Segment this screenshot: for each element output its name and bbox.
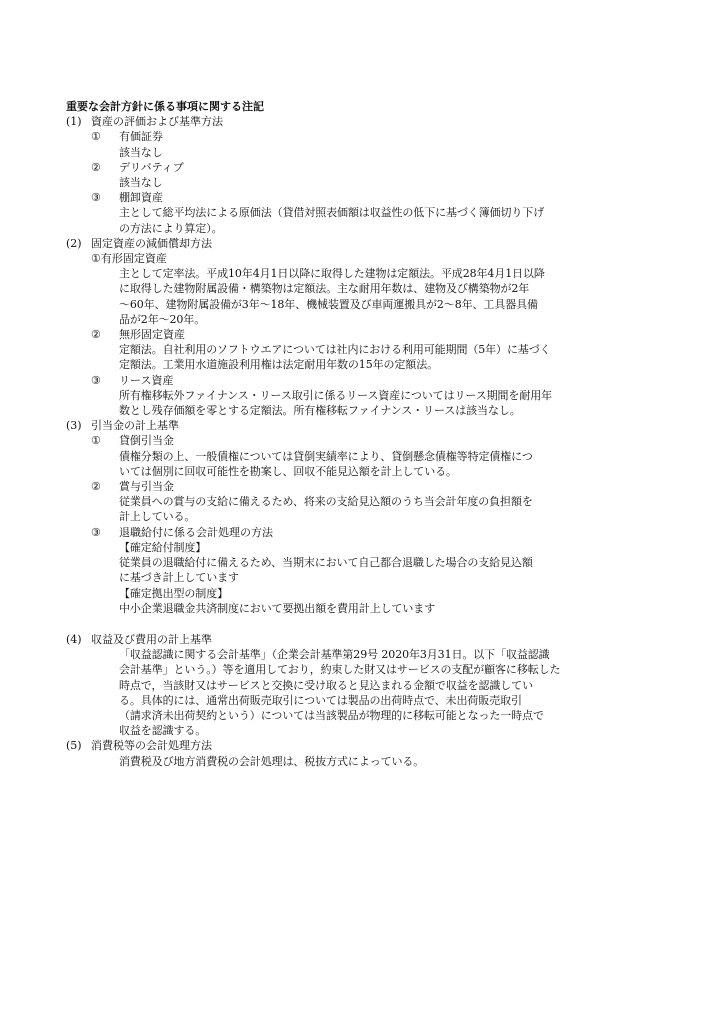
item-body [66,205,606,235]
section-title: 固定資産の減価償却方法 [91,236,212,250]
document-title: 重要な会計方針に係る事項に関する注記 [66,100,264,113]
section-number: (3) [66,419,82,433]
body-line: に基づき計上しています [119,571,239,585]
item-title: 棚卸資産 [119,191,163,205]
section-body [66,754,606,769]
body-line: 収益を認識する。 [119,724,207,738]
item-number: ② [91,328,101,342]
body-line: 「収益認識に関する会計基準」（企業会計基準第29号 2020年3月31日。以下「収益認識 [119,648,550,662]
body-line: いては個別に回収可能性を勘案し、回収不能見込額を計上している。 [119,464,457,478]
section-heading [66,632,606,647]
section-heading [66,236,606,251]
item-title: 退職給付に係る会計処理の方法 [119,525,273,539]
section-heading [66,738,606,753]
item-number: ③ [91,191,101,205]
section-title: 引当金の計上基準 [91,419,179,433]
item-heading [66,160,606,175]
body-line: 品が2年～20年。 [119,312,206,326]
item-body [66,175,606,190]
item-number: ② [91,480,101,494]
item-body [66,494,606,524]
section-heading [66,418,606,433]
section-number: (1) [66,115,82,129]
item-title: 賞与引当金 [119,480,174,494]
body-line: 会計基準」という。）等を適用しており，約束した財又はサービスの支配が顧客に移転した [119,663,561,677]
item-heading [66,373,606,388]
section-depreciation [66,236,606,418]
section-title: 資産の評価および基準方法 [91,115,223,129]
body-line: 所有権移転外ファイナンス・リース取引に係るリース資産についてはリース期間を耐用年 [119,388,553,402]
body-line: 主として定率法。平成10年4月1日以降に取得した建物は定額法。平成28年4月1日以降 [119,267,545,281]
section-consumption-tax [66,738,606,768]
body-line: （請求済未出荷契約という）については当該製品が物理的に移転可能となった一時点で [119,708,544,722]
body-line: 該当なし [119,176,163,190]
item-number: ① [91,434,101,448]
item-body [66,266,606,327]
item-heading [66,129,606,144]
section-number: (5) [66,739,82,753]
section-asset-valuation [66,114,606,236]
item-heading [66,327,606,342]
section-allowances [66,418,606,616]
body-line: 【確定拠出型の制度】 [119,586,228,600]
item-title: 有価証券 [119,130,163,144]
section-number: (4) [66,632,82,646]
item-heading [66,479,606,494]
item-heading [66,190,606,205]
section-revenue-recognition [66,632,606,738]
item-body [66,540,606,616]
item-heading [66,251,606,266]
body-line: 該当なし [119,145,163,159]
body-line: 債権分類の上、一般債権については貸倒実績率により、貸倒懸念債権等特定債権につ [119,449,533,463]
body-line: 消費税及び地方消費税の会計処理は、税抜方式によっている。 [119,754,425,768]
body-line: 定額法。工業用水道施設利用権は法定耐用年数の15年の定額法。 [119,358,438,372]
body-line: 時点で，当該財又はサービスと交換に受け取ると見込まれる金額で収益を認識してい [119,678,533,692]
item-title: デリバティブ [119,160,184,174]
item-title: 無形固定資産 [119,328,185,342]
body-line: る。具体的には、通常出荷販売取引については製品の出荷時点で、未出荷販売取引 [119,693,522,707]
item-title: 有形固定資産 [100,252,167,266]
item-body [66,388,606,418]
body-line: 定額法。自社利用のソフトウエアについては社内における利用可能期間（5年）に基づく [119,343,551,357]
item-number: ② [91,160,101,174]
item-body [66,342,606,372]
item-title: リース資産 [119,373,174,387]
item-number: ③ [91,525,101,539]
body-line: 従業員への賞与の支給に備えるため、将来の支給見込額のうち当会計年度の負担額を [119,495,533,509]
body-line: 従業員の退職給付に備えるため、当期末において自己都合退職した場合の支給見込額 [119,556,533,570]
body-line: 計上している。 [119,510,196,524]
item-number: ① [91,252,101,266]
body-line: 中小企業退職金共済制度において要拠出額を費用計上しています [119,601,436,615]
notes-document [66,99,606,769]
item-heading [66,525,606,540]
body-line: に取得した建物附属設備・構築物は定額法。主な耐用年数は、建物及び構築物が2年 [119,282,530,296]
section-title: 収益及び費用の計上基準 [91,632,212,646]
body-line: の方法により算定）。 [119,221,223,235]
section-heading [66,114,606,129]
section-spacer [66,616,606,632]
item-heading [66,433,606,448]
item-number: ③ [91,373,101,387]
body-line: ～60年、建物附属設備が3年～18年、機械装置及び車両運搬具が2～8年、工具器具備 [119,297,538,311]
item-body [66,145,606,160]
body-line: 主として総平均法による原価法（貸借対照表価額は収益性の低下に基づく簿価切り下げ [119,206,545,220]
item-body [66,449,606,479]
item-title: 貸倒引当金 [119,434,174,448]
body-line: 数とし残存価額を零とする定額法。所有権移転ファイナンス・リースは該当なし。 [119,404,521,418]
section-number: (2) [66,236,82,250]
section-body [66,647,606,738]
section-title: 消費税等の会計処理方法 [91,739,212,753]
item-number: ① [91,130,101,144]
body-line: 【確定給付制度】 [119,540,207,554]
